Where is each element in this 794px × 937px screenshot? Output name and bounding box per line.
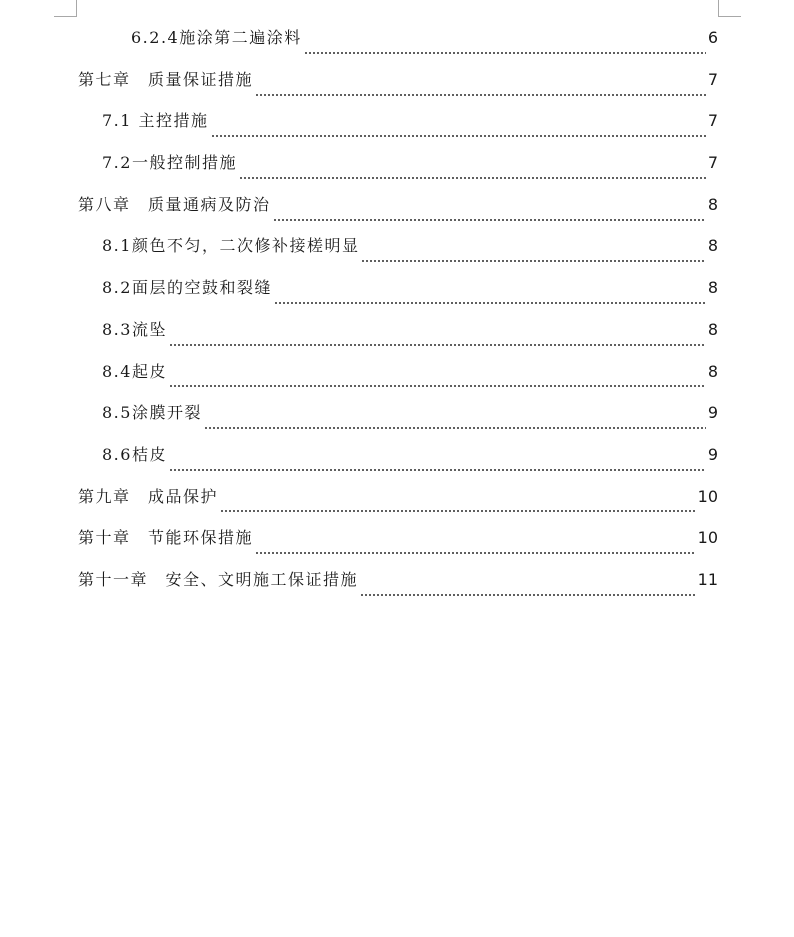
toc-entry[interactable] xyxy=(78,27,718,69)
page-margin-corner-left xyxy=(54,0,77,17)
toc-entry[interactable] xyxy=(78,110,718,152)
toc-page-number: 6 xyxy=(707,28,718,47)
dot-leader xyxy=(255,551,696,555)
toc-entry[interactable] xyxy=(78,486,718,528)
toc-entry-title: 第十一章 安全、文明施工保证措施 xyxy=(78,569,359,589)
toc-entry[interactable] xyxy=(78,194,718,236)
dot-leader xyxy=(169,343,706,347)
toc-entry-title: 7.1 主控措施 xyxy=(102,111,209,131)
toc-entry-title: 第九章 成品保护 xyxy=(78,486,219,506)
page-margin-corner-right xyxy=(718,0,741,17)
dot-leader xyxy=(204,426,706,430)
toc-entry-title: 8.4起皮 xyxy=(102,361,167,381)
toc-entry-title: 8.2面层的空鼓和裂缝 xyxy=(102,278,272,298)
toc-entry[interactable] xyxy=(78,235,718,277)
dot-leader xyxy=(273,218,706,222)
toc-entry-title: 8.5涂膜开裂 xyxy=(102,403,202,423)
toc-entry[interactable] xyxy=(78,527,718,569)
toc-entry[interactable] xyxy=(78,569,718,611)
toc-entry[interactable] xyxy=(78,152,718,194)
toc-entry-title: 8.3流坠 xyxy=(102,319,167,339)
dot-leader xyxy=(361,259,705,263)
toc-entry[interactable] xyxy=(78,69,718,111)
dot-leader xyxy=(274,301,706,305)
toc-entry[interactable] xyxy=(78,361,718,403)
toc-page-number: 8 xyxy=(707,278,718,298)
dot-leader xyxy=(360,593,696,597)
dot-leader xyxy=(304,51,706,55)
dot-leader xyxy=(220,509,696,513)
toc-page-number: 11 xyxy=(697,569,718,589)
toc-entry-title: 第十章 节能环保措施 xyxy=(78,528,254,548)
toc-page-number: 9 xyxy=(707,403,718,423)
toc-page-number: 7 xyxy=(707,153,718,173)
toc-entry-title: 8.1颜色不匀，二次修补接槎明显 xyxy=(102,236,360,256)
toc-entry-title: 第八章 质量通病及防治 xyxy=(78,194,271,214)
dot-leader xyxy=(211,134,706,138)
dot-leader xyxy=(169,384,706,388)
toc-entry[interactable] xyxy=(78,319,718,361)
toc-page-number: 10 xyxy=(697,528,718,548)
toc-page-number: 10 xyxy=(697,486,718,506)
toc-page-number: 8 xyxy=(707,361,718,381)
toc-page-number: 8 xyxy=(707,236,718,256)
dot-leader xyxy=(169,468,706,472)
toc-page-number: 8 xyxy=(707,319,718,339)
toc-entry[interactable] xyxy=(78,277,718,319)
toc-page-number: 9 xyxy=(707,444,718,464)
toc-entry-title: 第七章 质量保证措施 xyxy=(78,69,254,89)
toc-page-number: 7 xyxy=(707,69,718,89)
toc-entry-title: 7.2一般控制措施 xyxy=(102,153,237,173)
toc-entry[interactable] xyxy=(78,402,718,444)
toc-page-number: 7 xyxy=(707,111,718,131)
toc-entry-title: 6.2.4施涂第二遍涂料 xyxy=(131,28,302,47)
toc-page-number: 8 xyxy=(707,194,718,214)
toc-entry[interactable] xyxy=(78,444,718,486)
table-of-contents xyxy=(78,27,718,611)
dot-leader xyxy=(255,93,706,97)
toc-entry-title: 8.6桔皮 xyxy=(102,444,167,464)
dot-leader xyxy=(239,176,706,180)
